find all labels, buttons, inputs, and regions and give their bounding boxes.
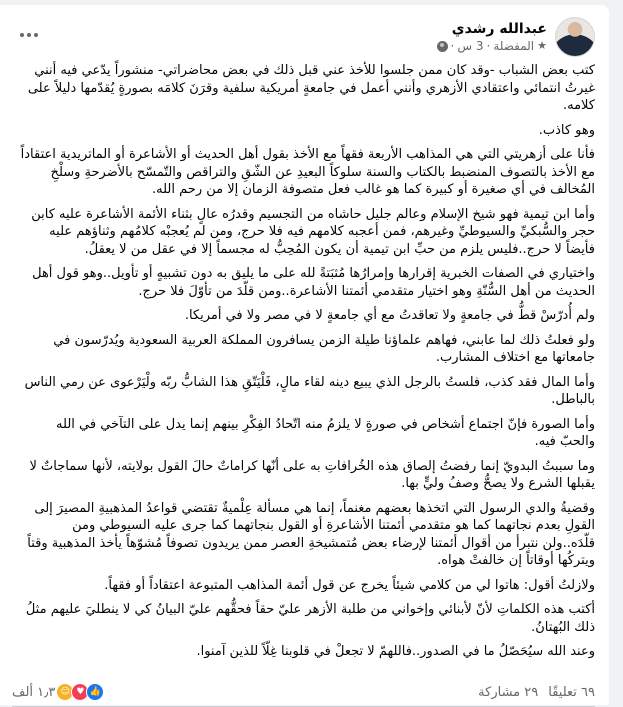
post-header: [437, 17, 595, 57]
post-paragraph: وأما المال فقد كذب، فلستُ بالرجل الذي يبيع دينه لقاء مالٍ، فَلْيَتّقِ هذا الشابُّ ربّه ولْيَرْعوى عن رمي الناس بالباطل.: [24, 374, 595, 407]
care-icon: ☺: [56, 683, 74, 701]
separator: ·: [486, 39, 491, 53]
post-paragraph: وعند الله سيُحَصّلُ ما في الصدور..فاللهمّ لا تجعلْ في قلوبنا غِلّاً للذين آمنوا.: [196, 644, 595, 659]
post-subline: [437, 38, 547, 54]
post-paragraph: أكتب هذه الكلماتِ لأنّ لأبنائي وإخواني من طلبة الأزهر عليّ حقاً فحقُّهم عليّ البيانُ كي لا ينطليَ عليهم مثلُ ذلك البُهتانُ.: [25, 602, 595, 635]
post-paragraph: وأما الصورة فإنّ اجتماع أشخاص في صورةٍ لا يلزمُ منه اتّحادُ الفِكْرِ بينهم إنما يدل على التآخي في الله والحبّ فيه.: [56, 416, 595, 449]
post-paragraph: وما سببتُ البدويّ إنما رفضتُ إلصاق هذه الخُرافاتِ به على أنّها كراماتٌ حالَ القول بولايته، لأنها سماجاتٌ لا يقبلها الشرع ولا يصحُّ وصفُ وليٍّ بها.: [29, 458, 595, 491]
comments-count[interactable]: ٦٩ تعليقًا: [548, 684, 595, 700]
reactions-summary[interactable]: [12, 683, 104, 701]
post-body: [18, 62, 595, 668]
post-paragraph: وقضيةُ والدي الرسول التي اتخذها بعضهم مغنماً، إنما هي مسألة عِلْميةٌ تقتضي قواعدُ المذهبيةِ المصيرَ إلى القولِ بعدم نجاتهما كما هو متقدمي أئمتنا الأشاعرةِ أو القول بنجاتهما كما جرى عليه السيوطي ومن قلّدَه..ولن نتبرأ من أقوال أئمتنا لإرضاء بعض مُتمشيخةِ العصر ممن يريدون تصوفاً مُشوّهاً يأخذ المذهبية وقتاً ويتركُها أوقاتاً إن خالفتْ هواه.: [27, 500, 595, 568]
shares-count[interactable]: ٢٩ مشاركة: [478, 684, 539, 700]
avatar[interactable]: [555, 17, 595, 57]
post-paragraph: وأما ابن تيمية فهو شيخ الإسلام وعالم جليل حاشاه من التجسيم وقدرُه عالٍ بثناء الأئمة الأشاعرة عليه كابن حجر والسُّبكيِّ والسيوطيِّ وغيرهم، فمن أعجبه كلامهم فيه فلا حرج، ومن لم يُعجبْه كلامُهم وثناؤهم عليه فأيضاً لا حرج..فليس يلزم من حبِّ ابن تيمية أن يكون المُحِبُّ له مجسماً إلا في عقل من لا يعقلُ.: [31, 206, 595, 257]
post-paragraph: واختياري في الصفات الخبرية إقرارها وإمرارُها مُثبَتةً لله على ما يليق به دون تشبيهٍ أو تأويل..وهو قول أهل الحديث من أهل السُّنّةِ وهو اختيار متقدمي أئمتنا الأشاعرة..ومن قلّدَ من تأوّلَ فلا حرج.: [32, 266, 595, 299]
post-stats: [478, 685, 595, 700]
post-paragraph: ولم أُدرّسْ قطُّ في جامعةٍ ولا تعاقدتُ مع أي جامعةٍ لا في مصر ولا في أمريكا.: [184, 308, 595, 323]
post-footer: [12, 682, 595, 702]
like-icon: 👍: [86, 683, 104, 701]
post-card: [0, 5, 609, 705]
reaction-icons[interactable]: [59, 683, 104, 701]
author-name[interactable]: عبدالله رشدي: [451, 21, 547, 37]
love-icon: ♥: [71, 683, 89, 701]
audience-label[interactable]: المفضلة: [493, 39, 535, 53]
post-time[interactable]: 3 س: [457, 39, 484, 53]
post-paragraph: فأنا على أزهريتي التي هي المذاهب الأربعة فقهاً مع الأخذ بقول أهل الحديث أو الأشاعرة أو الماتريدية اعتقاداً مع الأخذ بالتصوف المنضبط بالكتاب والسنة سلوكاً البعيدِ عن الشّقِ والتراقص والتّمسّح بالأضرحةِ وسلْخِ المُخالف في أي صغيرة أو كبيرة كما هو غالب فعل متصوفة الزمان إلا من رحم الله.: [20, 147, 595, 197]
star-icon: ★: [537, 39, 547, 52]
globe-icon[interactable]: [437, 41, 448, 52]
post-paragraph: ولو فعلتُ ذلك لما عابني، فهاهم علماؤنا طيلة الزمن يسافرون المملكة العربية السعودية ويُدرّسون في جامعاتها مع اختلاف المشارب.: [53, 332, 595, 365]
post-meta: [437, 20, 547, 54]
post-paragraph: كتب بعض الشباب -وقد كان ممن جلسوا للأخذ عني قبل ذلك في بعض محاضراتي- منشوراً يدّعي فيه أنني غيرتُ انتمائي واعتقادي الأزهري وأنني أعمل في جامعةٍ أمريكية سلفية وقرَنَ كلامَه بصورةٍ يُقدّمها دليلاً على كلامه.: [27, 63, 595, 113]
separator: ·: [450, 39, 455, 53]
reactions-count[interactable]: ١٫٣ ألف: [12, 684, 56, 700]
post-paragraph: وهو كاذب.: [538, 122, 595, 138]
more-options-icon[interactable]: [20, 31, 42, 39]
post-paragraph: ولازلتُ أقول: هاتوا لي من كلامي شيئاً يخرج عن قول أئمة المذاهب المتبوعة اعتقاداً أو فقهاً.: [104, 577, 595, 593]
